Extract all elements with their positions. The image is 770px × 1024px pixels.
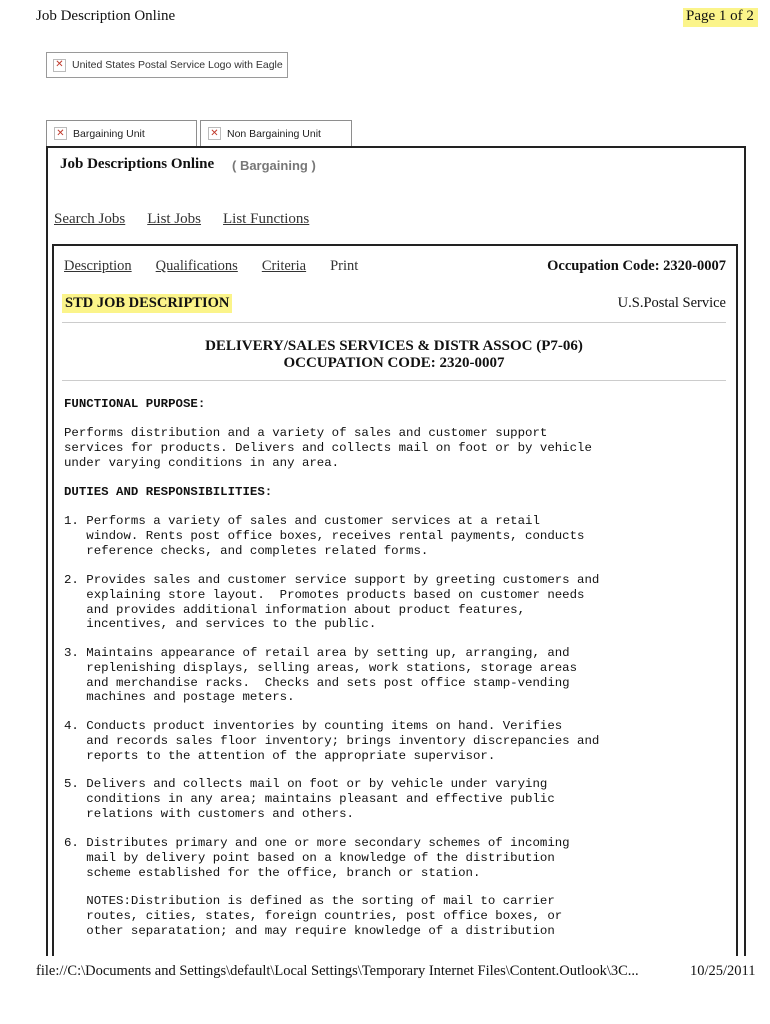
duty-item: 5. Delivers and collects mail on foot or by vehicle under varying conditions in any area; maintains pleasant and effective public relations with customers and others. [64,777,555,821]
list-jobs-link[interactable]: List Jobs [147,211,202,227]
occupation-code-header: Occupation Code: 2320-0007 [547,258,726,274]
print-link[interactable]: Print [330,258,359,274]
functional-purpose-heading: FUNCTIONAL PURPOSE: [64,397,206,411]
duty-item: 6. Distributes primary and one or more secondary schemes of incoming mail by delivery point based on a knowledge of the distribution scheme established for the office, branch or station. [64,836,570,880]
search-jobs-link[interactable]: Search Jobs [54,211,126,227]
qualifications-link[interactable]: Qualifications [155,258,238,274]
footer-date: 10/25/2011 [690,963,756,979]
logo-alt-text: United States Postal Service Logo with Eagle [72,59,283,71]
functional-purpose-text: Performs distribution and a variety of sales and customer support services for products. Delivers and collects mail on foot or by vehicle under varying conditions in any area. [64,426,592,470]
section-subtitle: ( Bargaining ) [232,158,316,173]
tab-label: Bargaining Unit [73,127,145,140]
usps-logo-placeholder [46,52,288,78]
std-job-description-label: STD JOB DESCRIPTION [62,294,232,313]
page-header-title: Job Description Online [36,8,176,24]
job-title-block [62,338,726,372]
job-detail-nav [64,258,358,275]
tab-non-bargaining-unit[interactable] [200,120,352,146]
duty-item: 1. Performs a variety of sales and customer services at a retail window. Rents post office boxes, receives rental payments, conducts reference checks, and completes related forms. [64,514,585,558]
criteria-link[interactable]: Criteria [261,258,307,274]
job-title: DELIVERY/SALES SERVICES & DISTR ASSOC (P7-06) [205,338,583,354]
broken-image-icon: ✕ [208,127,221,140]
tab-bargaining-unit[interactable] [46,120,197,146]
page-number: Page 1 of 2 [683,8,758,27]
duty-notes: NOTES:Distribution is defined as the sorting of mail to carrier routes, cities, states, foreign countries, post office boxes, or other separatation; and may require knowledge of a distribution [86,894,563,938]
broken-image-icon: ✕ [54,127,67,140]
main-nav [54,211,309,228]
section-title: Job Descriptions Online [60,156,215,172]
job-occupation-code: OCCUPATION CODE: 2320-0007 [283,355,505,371]
duty-item: 3. Maintains appearance of retail area by setting up, arranging, and replenishing displays, selling areas, work stations, storage areas and merchandise racks. Checks and sets post office stamp-vending machines and postage meters. [64,646,578,705]
tab-label: Non Bargaining Unit [227,127,321,140]
organization-name: U.S.Postal Service [617,295,726,311]
divider [62,322,726,323]
footer-file-path: file://C:\Documents and Settings\default\Local Settings\Temporary Internet Files\Content.Outlook\3C... [36,963,639,979]
duties-heading: DUTIES AND RESPONSIBILITIES: [64,485,273,499]
list-functions-link[interactable]: List Functions [223,211,310,227]
broken-image-icon: ✕ [53,59,66,72]
description-link[interactable]: Description [64,258,132,274]
divider [62,380,726,381]
duty-item: 2. Provides sales and customer service support by greeting customers and explaining store layout. Promotes products based on customer needs and provides additional information about product features, incentives, and services to the public. [64,573,600,632]
duty-item: 4. Conducts product inventories by counting items on hand. Verifies and records sales floor inventory; brings inventory discrepancies and reports to the attention of the appropriate supervisor. [64,719,600,763]
